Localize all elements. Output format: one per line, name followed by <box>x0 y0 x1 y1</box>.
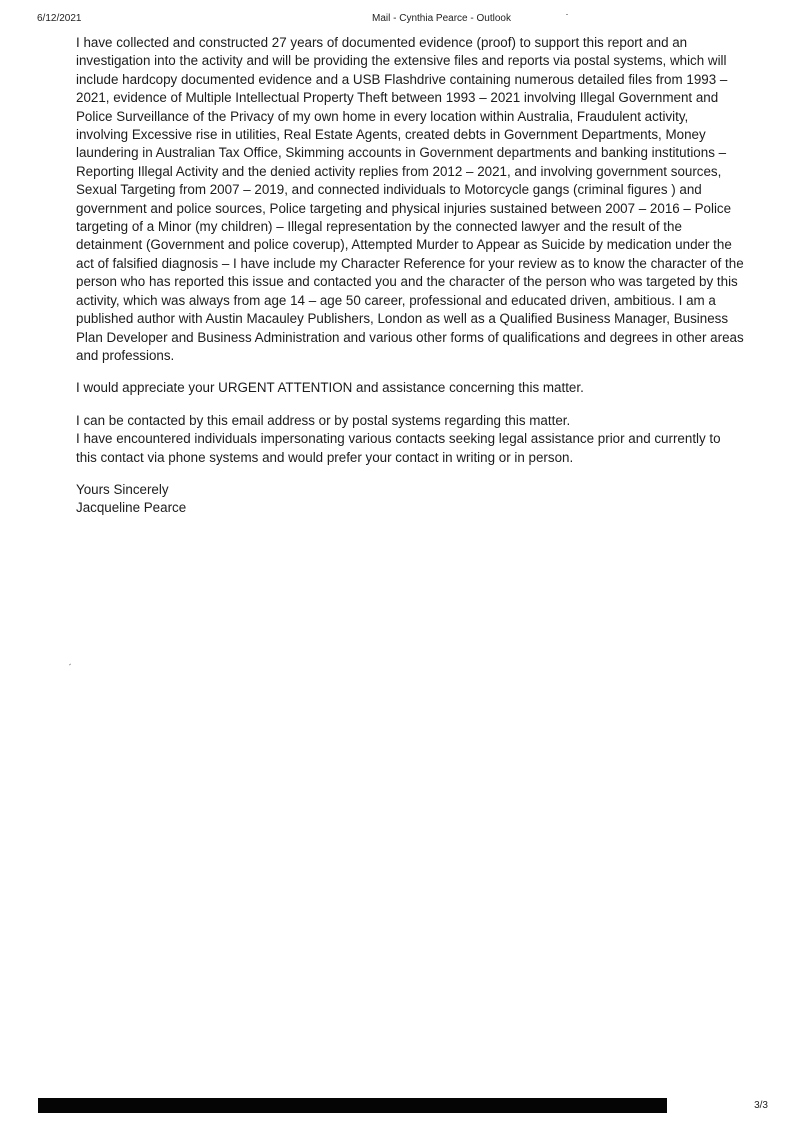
contact-line-email: I can be contacted by this email address or by postal systems regarding this matter. <box>76 412 571 428</box>
closing-salutation: Yours Sincerely <box>76 481 169 497</box>
urgent-paragraph: I would appreciate your URGENT ATTENTION and assistance concerning this matter. <box>76 380 584 396</box>
letter-body <box>76 34 744 518</box>
signature-block <box>76 481 744 518</box>
print-header <box>0 13 794 27</box>
contact-line-impersonation: I have encountered individuals impersonating various contacts seeking legal assistance prior and currently to this contact via phone systems and would prefer your contact in writing or in person. <box>76 431 721 465</box>
signature-name: Jacqueline Pearce <box>76 500 187 516</box>
redaction-bar <box>38 1098 667 1113</box>
page-number: 3/3 <box>754 1100 768 1111</box>
scan-speck <box>566 14 568 15</box>
print-title: Mail - Cynthia Pearce - Outlook <box>372 13 511 24</box>
print-date: 6/12/2021 <box>37 13 82 24</box>
evidence-paragraph: I have collected and constructed 27 years of documented evidence (proof) to support this report and an investigation into the activity and will be providing the extensive files and reports via postal systems, which will include hardcopy documented evidence and a USB Flashdrive containing numerous detailed files from 1993 – 2021, evidence of Multiple Intellectual Property Theft between 1993 – 2021 involving Illegal Government and Police Surveillance of the Privacy of my own home in every location within Australia, Fraudulent activity, involving Excessive rise in utilities, Real Estate Agents, created debts in Government Departments, Money laundering in Australian Tax Office, Skimming accounts in Government departments and banking institutions – Reporting Illegal Activity and the denied activity replies from 2012 – 2021, and involving government sources, Sexual Targeting from 2007 – 2019, and connected individuals to Motorcycle gangs (criminal figures ) and government and police sources, Police targeting and physical injuries sustained between 2007 – 2016 – Police targeting of a Minor (my children) – Illegal representation by the connected lawyer and the result of the detainment (Government and police coverup), Attempted Murder to Appear as Suicide by medication under the act of falsified diagnosis – I have include my Character Reference for your review as to know the character of the person who has reported this issue and contacted you and the character of the person who was targeted by this activity, which was always from age 14 – age 50 career, professional and educated driven, ambitious. I am a published author with Austin Macauley Publishers, London as well as a Qualified Business Manager, Business Plan Developer and Business Administration and various other forms of qualifications and degrees in other areas and professions. <box>76 35 744 363</box>
contact-paragraph <box>76 412 744 467</box>
scan-speck <box>69 663 71 665</box>
